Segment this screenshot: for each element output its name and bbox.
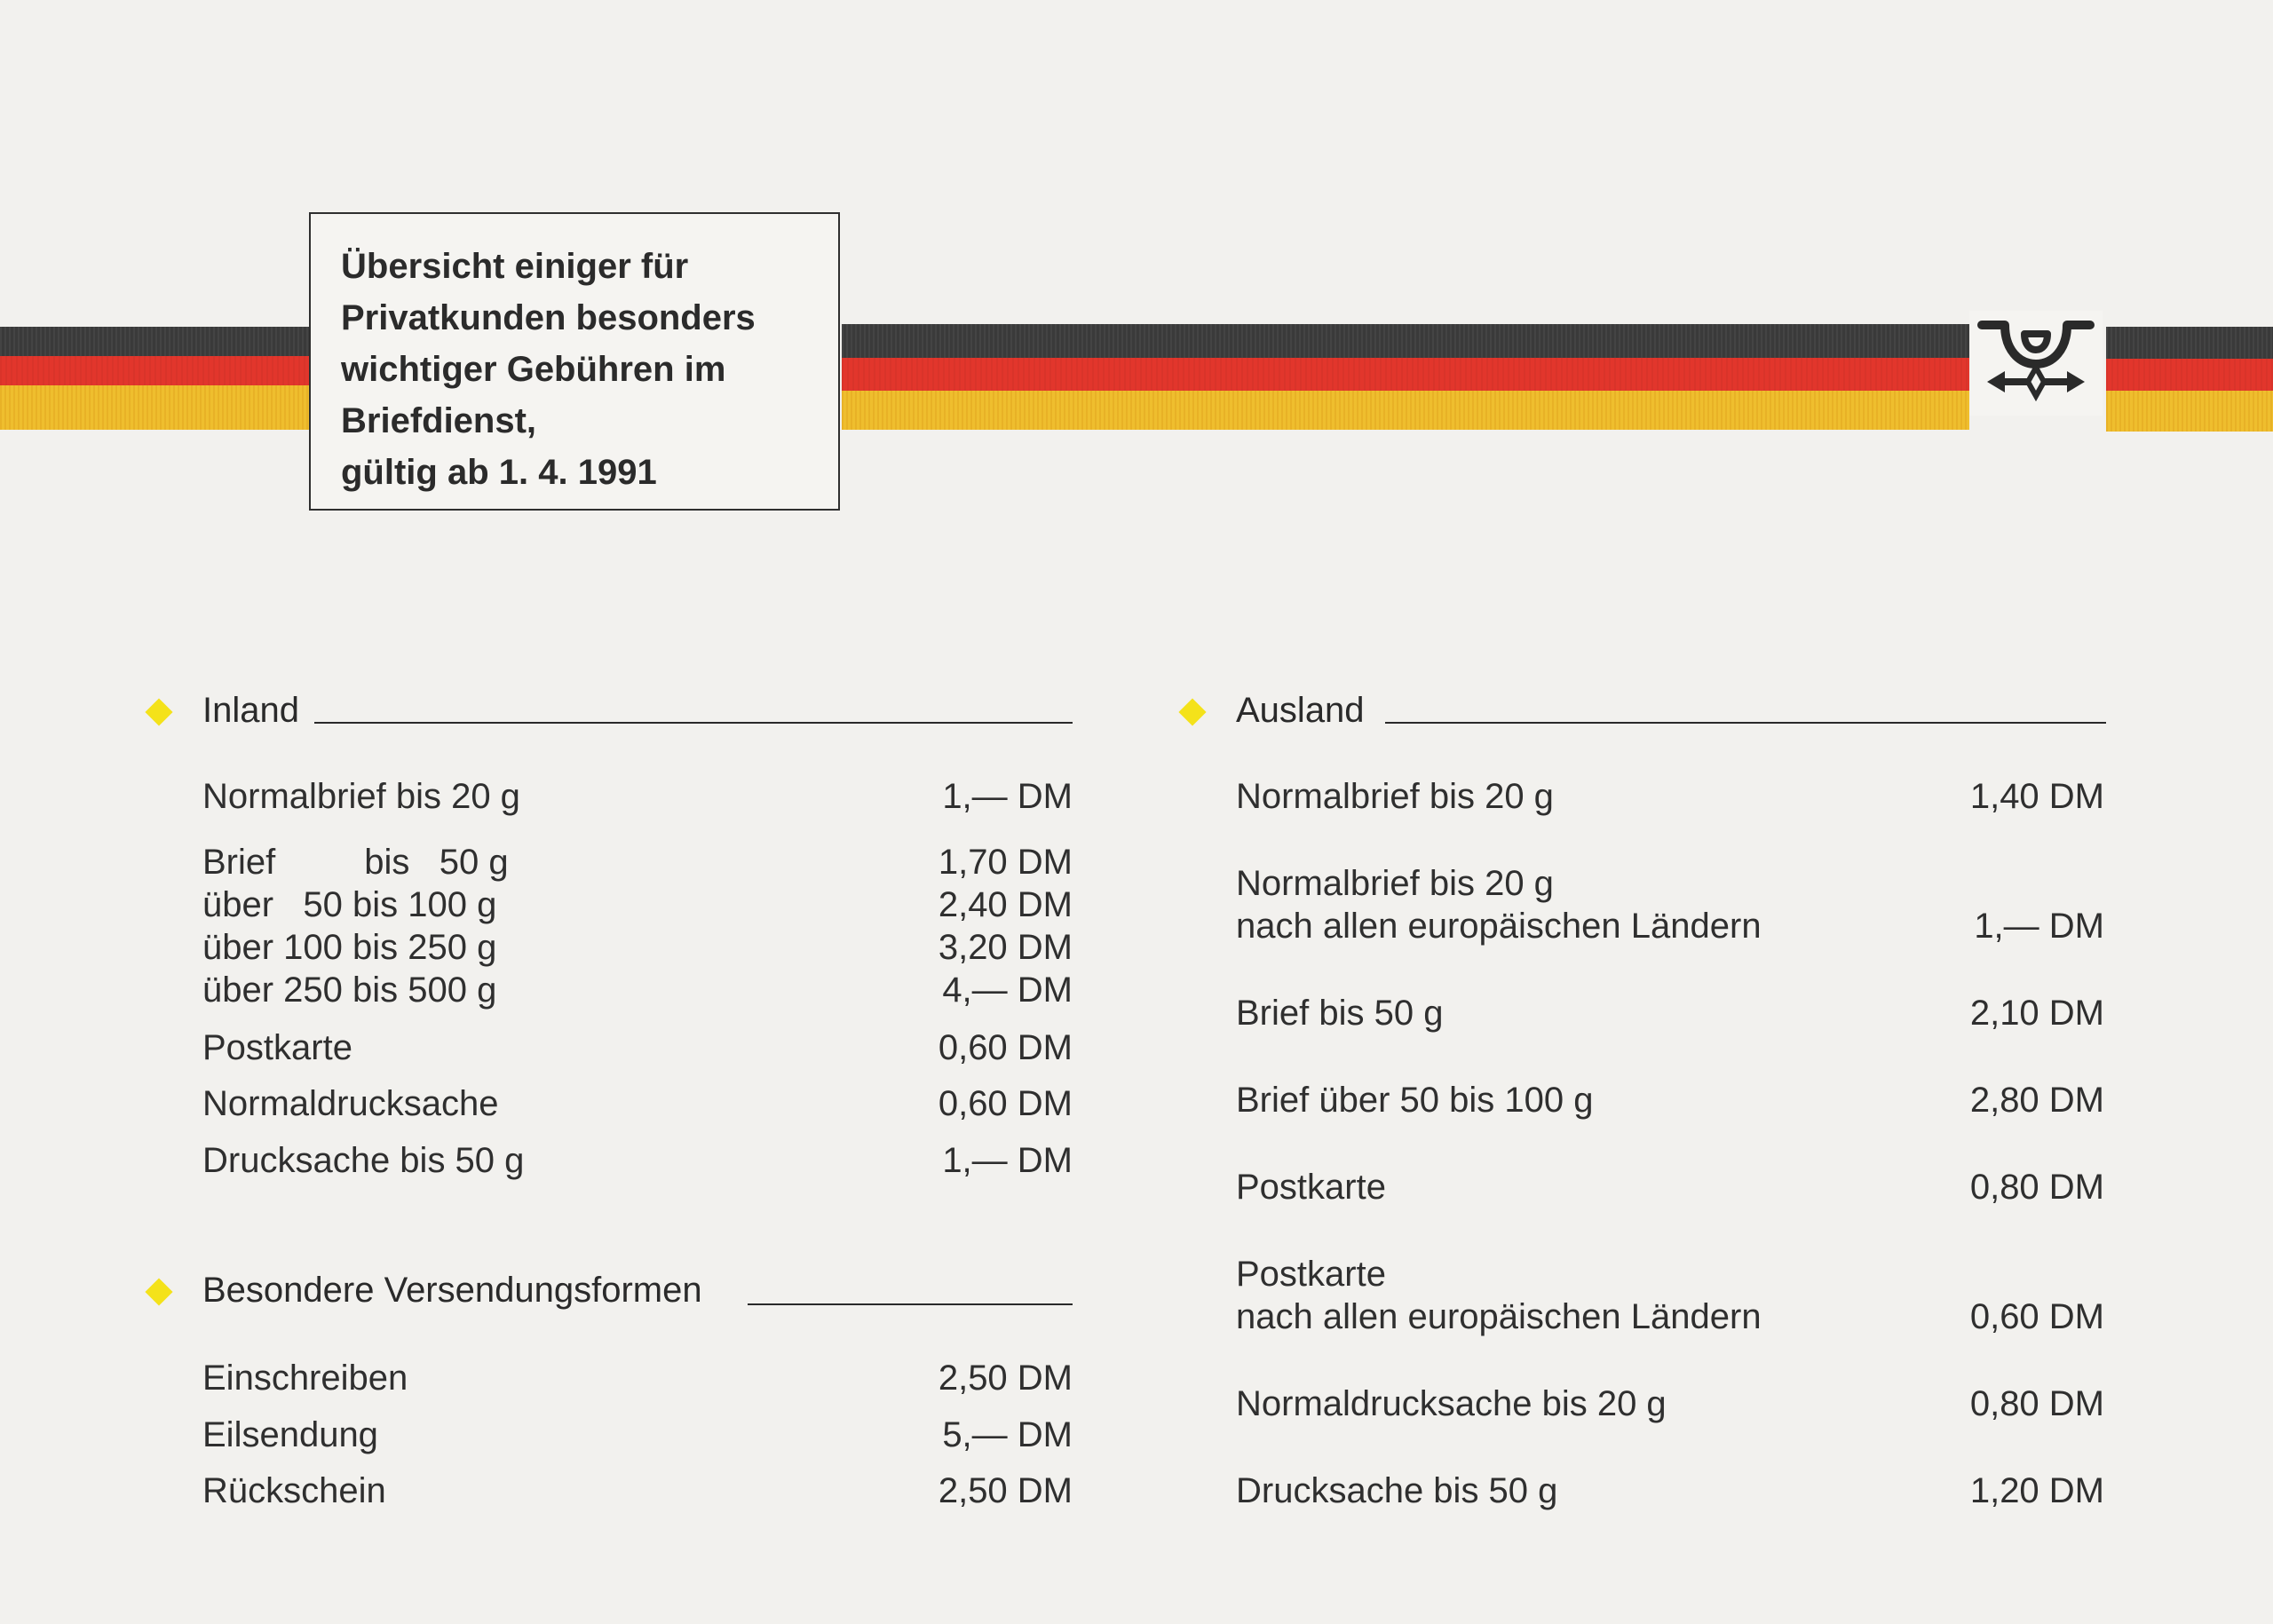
diamond-bullet-icon: [145, 698, 172, 725]
flag-stripe-gold-middle: [842, 391, 1969, 430]
besondere-row-price: 2,50 DM: [938, 1359, 1073, 1398]
inland-row-label: über 100 bis 250 g: [202, 928, 497, 967]
besondere-row-price: 5,— DM: [942, 1415, 1073, 1454]
section-besondere-rule: [748, 1303, 1073, 1305]
ausland-row-label: Brief bis 50 g: [1236, 994, 1444, 1033]
diamond-bullet-icon: [145, 1278, 172, 1305]
besondere-row-label: Eilsendung: [202, 1415, 378, 1454]
ausland-row-price: 0,60 DM: [1969, 1297, 2104, 1336]
ausland-row-price: 1,— DM: [1974, 907, 2104, 946]
flag-stripe-red-left: [0, 356, 311, 385]
section-besondere-title: Besondere Versendungsformen: [202, 1271, 702, 1310]
ausland-row-price: 0,80 DM: [1969, 1168, 2104, 1207]
section-inland-rule: [314, 722, 1073, 724]
inland-row-price: 3,20 DM: [938, 928, 1073, 967]
ausland-row-price: 2,10 DM: [1969, 994, 2104, 1033]
ausland-row-label: Normaldrucksache bis 20 g: [1236, 1384, 1667, 1423]
logo-box: [1969, 311, 2103, 416]
inland-row-label: Postkarte: [202, 1028, 352, 1067]
title-line-1: Übersicht einiger für: [341, 247, 689, 286]
title-line-4: Briefdienst,: [341, 401, 537, 440]
ausland-row-label-line2: nach allen europäischen Ländern: [1236, 907, 1762, 946]
title-line-2: Privatkunden besonders: [341, 298, 756, 337]
ausland-row-label-line2: nach allen europäischen Ländern: [1236, 1297, 1762, 1336]
inland-row-price: 0,60 DM: [938, 1028, 1073, 1067]
section-besondere: [149, 1268, 1073, 1312]
section-ausland-title: Ausland: [1236, 691, 1365, 730]
flag-stripe-black-right: [2106, 327, 2273, 359]
inland-row-label: Normalbrief bis 20 g: [202, 777, 520, 816]
inland-row-price: 4,— DM: [942, 970, 1073, 1010]
ausland-row-label: Brief über 50 bis 100 g: [1236, 1081, 1594, 1120]
besondere-row-price: 2,50 DM: [938, 1471, 1073, 1510]
section-inland: [149, 688, 1073, 733]
ausland-row-price: 2,80 DM: [1969, 1081, 2104, 1120]
ausland-row-label: Postkarte: [1236, 1168, 1386, 1207]
title-box: [309, 212, 840, 511]
flag-stripe-red-right: [2106, 359, 2273, 391]
inland-row-price: 1,— DM: [942, 1141, 1073, 1180]
flag-stripe-red-middle: [842, 358, 1969, 391]
flag-stripe-gold-left: [0, 385, 311, 430]
besondere-row-label: Einschreiben: [202, 1359, 408, 1398]
flag-stripe-black-left: [0, 327, 311, 356]
flag-stripe-gold-right: [2106, 391, 2273, 432]
inland-row-label: Drucksache bis 50 g: [202, 1141, 525, 1180]
ausland-row-label: Normalbrief bis 20 g: [1236, 864, 1554, 903]
ausland-row-label: Postkarte: [1236, 1255, 1386, 1294]
inland-row-price: 2,40 DM: [938, 885, 1073, 924]
inland-row-label: Brief bis 50 g: [202, 843, 509, 882]
title-line-3: wichtiger Gebühren im: [341, 350, 726, 389]
ausland-row-price: 0,80 DM: [1969, 1384, 2104, 1423]
posthorn-icon: [1969, 311, 2103, 416]
inland-row-label: über 250 bis 500 g: [202, 970, 497, 1010]
flag-stripe-black-middle: [842, 324, 1969, 358]
inland-row-price: 1,— DM: [942, 777, 1073, 816]
ausland-row-label: Drucksache bis 50 g: [1236, 1471, 1558, 1510]
diamond-bullet-icon: [1178, 698, 1206, 725]
ausland-row-label: Normalbrief bis 20 g: [1236, 777, 1554, 816]
ausland-row-price: 1,20 DM: [1969, 1471, 2104, 1510]
ausland-row-price: 1,40 DM: [1969, 777, 2104, 816]
title-line-5: gültig ab 1. 4. 1991: [341, 453, 657, 492]
inland-row-price: 0,60 DM: [938, 1084, 1073, 1123]
section-inland-title: Inland: [202, 691, 299, 730]
inland-row-label: Normaldrucksache: [202, 1084, 499, 1123]
section-ausland-rule: [1385, 722, 2106, 724]
inland-row-price: 1,70 DM: [938, 843, 1073, 882]
section-ausland: [1183, 688, 2106, 733]
inland-row-label: über 50 bis 100 g: [202, 885, 497, 924]
besondere-row-label: Rückschein: [202, 1471, 386, 1510]
